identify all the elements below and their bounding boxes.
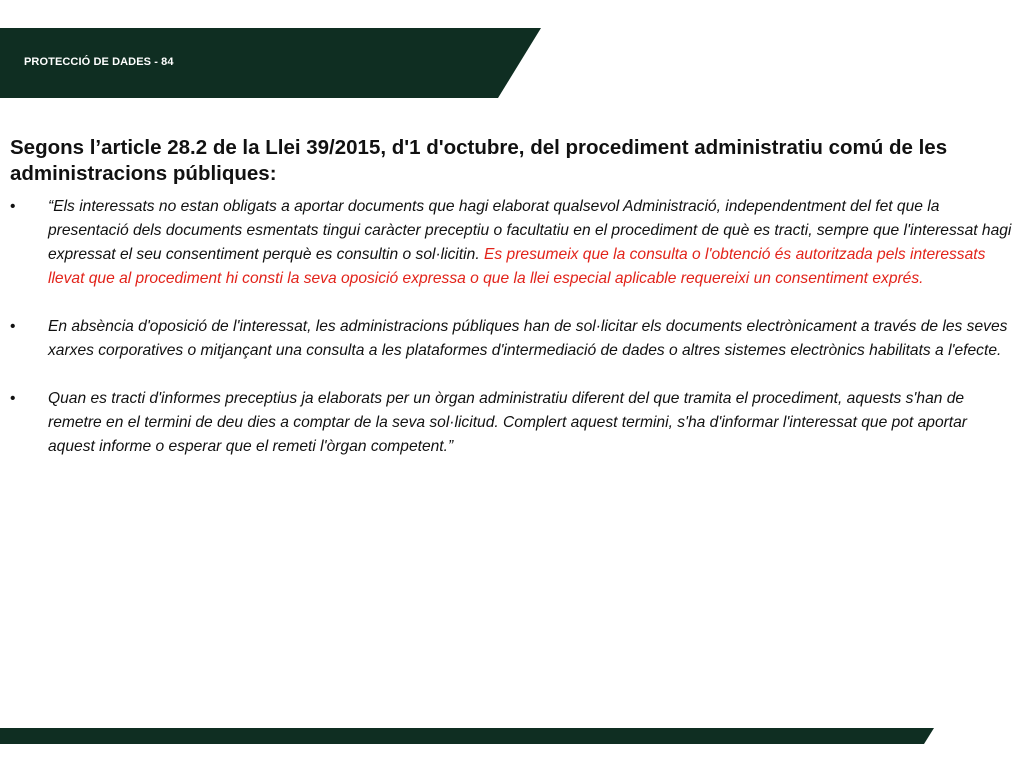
footer-bar bbox=[0, 728, 934, 744]
bullet-text: “Els interessats no estan obligats a aportar documents que hagi elaborat qualsevol Administració, independentment del fet que la presentació dels documents esmentats tingui caràcter preceptiu o facultatiu en el procediment de què es tracti, sempre que l'interessat hagi expressat el seu consentiment perquè es consultin o sol·licitin. bbox=[48, 198, 1012, 263]
bullet-item bbox=[10, 315, 1016, 363]
bullet-icon: • bbox=[10, 198, 16, 215]
bullet-icon: • bbox=[10, 318, 16, 335]
bullet-list bbox=[10, 195, 1016, 459]
bullet-item bbox=[10, 195, 1016, 291]
footer-bar-shape bbox=[0, 728, 934, 744]
slide-content bbox=[10, 135, 1016, 483]
slide-section-title: PROTECCIÓ DE DADES - 84 bbox=[24, 56, 174, 68]
bullet-icon: • bbox=[10, 390, 16, 407]
bullet-highlight-text: Es presumeix que la consulta o l'obtenció és autoritzada pels interessats llevat que al procediment hi consti la seva oposició expressa o que la llei especial aplicable requereixi un consentiment exprés. bbox=[48, 246, 986, 287]
slide-heading: Segons l’article 28.2 de la Llei 39/2015, d'1 d'octubre, del procediment administratiu comú de les administracions públiques: bbox=[10, 136, 948, 185]
bullet-text: En absència d'oposició de l'interessat, les administracions públiques han de sol·licitar els documents electrònicament a través de les seves xarxes corporatives o mitjançant una consulta a les plataformes d'intermediació de dades o altres sistemes electrònics habilitats a l'efecte. bbox=[48, 318, 1008, 359]
bullet-item bbox=[10, 387, 1016, 459]
bullet-text: Quan es tracti d'informes preceptius ja elaborats per un òrgan administratiu diferent del que tramita el procediment, aquests s'han de remetre en el termini de deu dies a comptar de la seva sol·licitud. Complert aquest termini, s'ha d'informar l'interessat que pot aportar aquest informe o esperar que el remeti l'òrgan competent.” bbox=[48, 390, 968, 455]
